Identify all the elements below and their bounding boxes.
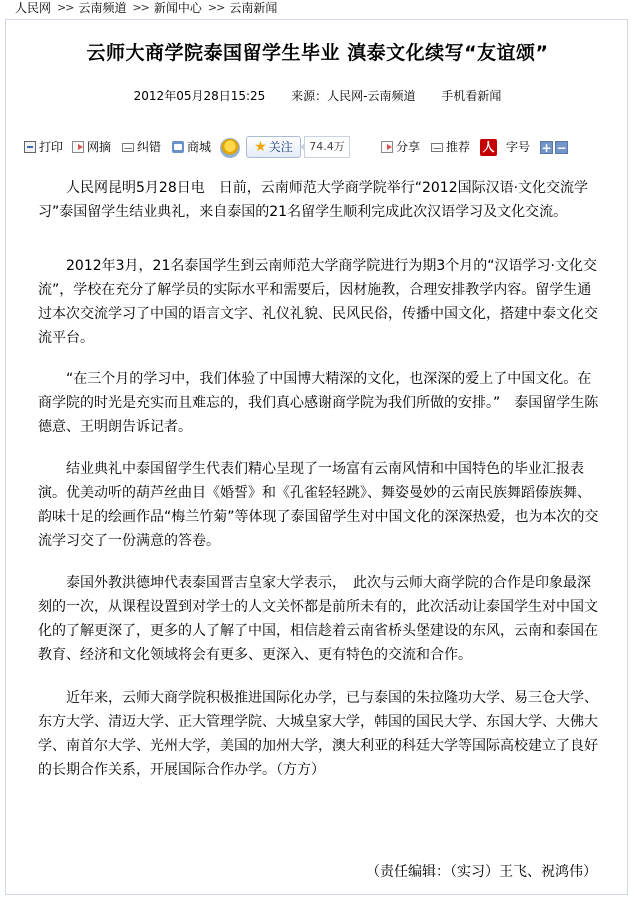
breadcrumb-link-yunnan-news[interactable]: 云南新闻 [229, 1, 278, 15]
printer-icon [24, 141, 36, 153]
article-toolbar [24, 135, 614, 159]
article-paragraph: 结业典礼中泰国留学生代表们精心呈现了一场富有云南风情和中国特色的毕业汇报表演。优美动听的葫芦丝曲目《婚誓》和《孔雀轻轻跳》、舞姿曼妙的云南民族舞蹈傣族舞、韵味十足的绘画作品“梅兰竹菊”等体现了泰国留学生对中国文化的深深热爱，也为本次的交流学习交了一份满意的答卷。 [38, 461, 599, 549]
shop-icon [172, 141, 184, 153]
breadcrumb-separator: >> [207, 1, 225, 14]
recommend-button[interactable] [431, 135, 470, 159]
user-avatar-icon[interactable] [220, 138, 240, 158]
recommend-label: 推荐 [446, 140, 471, 154]
article-paragraph: 泰国外教洪德坤代表泰国晋吉皇家大学表示， 此次与云师大商学院的合作是印象最深刻的一次，从课程设置到对学士的人文关怀都是前所未有的，此次活动让泰国学生对中国文化的了解更深了，更多的人了解了中国，相信趁着云南省桥头堡建设的东风，云南和泰国在教育、经济和文化领域将会有更多、更深入、更有特色的交流和合作。 [38, 575, 598, 663]
article-title: 云师大商学院泰国留学生毕业 滇泰文化续写“友谊颂” [86, 42, 549, 64]
shop-button[interactable] [172, 135, 211, 159]
excerpt-label: 网摘 [87, 140, 112, 154]
envelope-icon [122, 143, 134, 152]
article-paragraph: 近年来，云师大商学院积极推进国际化办学，已与泰国的朱拉隆功大学、易三仓大学、东方大学、清迈大学、正大管理学院、大城皇家大学，韩国的国民大学、东国大学、大佛大学、南首尔大学、光州大学，美国的加州大学，澳大利亚的科廷大学等国际高校建立了良好的长期合作关系，开展国际合作办学。（方方） [38, 690, 598, 778]
envelope-icon [431, 143, 443, 152]
breadcrumb-link-people[interactable]: 人民网 [15, 1, 52, 15]
follower-count: 74.4万 [304, 136, 350, 158]
star-icon: ★ [254, 139, 267, 155]
breadcrumb-separator: >> [57, 1, 74, 14]
share-icon [381, 141, 393, 153]
font-decrease-button[interactable]: − [556, 140, 567, 155]
share-label: 分享 [396, 140, 421, 154]
font-size-label: 字号 [506, 140, 531, 154]
responsible-editor: （责任编辑：（实习）王飞、祝鸿伟） [366, 864, 597, 880]
font-size-control [480, 135, 568, 159]
follow-label: 关注 [268, 140, 293, 154]
article-paragraph: 人民网昆明5月28日电 日前，云南师范大学商学院举行“2012国际汉语·文化交流学习”泰国留学生结业典礼，来自泰国的21名留学生顺利完成此次汉语学习及文化交流。 [38, 180, 589, 220]
breadcrumb-link-yunnan-channel[interactable]: 云南频道 [78, 1, 127, 15]
shop-label: 商城 [187, 140, 212, 154]
breadcrumb [15, 0, 277, 16]
breadcrumb-separator: >> [132, 1, 149, 14]
breadcrumb-link-news-center[interactable]: 新闻中心 [153, 1, 202, 15]
mobile-news-link[interactable]: 手机看新闻 [441, 89, 502, 103]
print-label: 打印 [39, 140, 64, 154]
correct-label: 纠错 [137, 140, 162, 154]
people-daily-logo-icon[interactable]: 人 [480, 139, 497, 156]
article-source[interactable]: 来源：人民网-云南频道 [291, 89, 416, 103]
excerpt-button[interactable] [72, 135, 111, 159]
article-paragraph: 2012年3月，21名泰国学生到云南师范大学商学院进行为期3个月的“汉语学习·文化交流”，学校在充分了解学员的实际水平和需要后，因材施教，合理安排教学内容。留学生通过本次交流学习了中国的语言文字、礼仪礼貌、民风民俗，传播中国文化，搭建中泰文化交流平台。 [38, 258, 598, 346]
article-paragraph: “在三个月的学习中，我们体验了中国博大精深的文化，也深深的爱上了中国文化。在商学院的时光是充实而且难忘的，我们真心感谢商学院为我们所做的安排。” 泰国留学生陈德意、王明朗告诉记者。 [38, 371, 599, 435]
article-meta [0, 88, 635, 104]
share-button[interactable] [381, 135, 420, 159]
article-date: 2012年05月28日15:25 [133, 89, 266, 103]
correct-button[interactable] [122, 135, 161, 159]
excerpt-icon [72, 141, 84, 153]
follow-button[interactable] [246, 136, 301, 158]
print-button[interactable] [24, 135, 63, 159]
font-increase-button[interactable]: + [541, 140, 552, 155]
